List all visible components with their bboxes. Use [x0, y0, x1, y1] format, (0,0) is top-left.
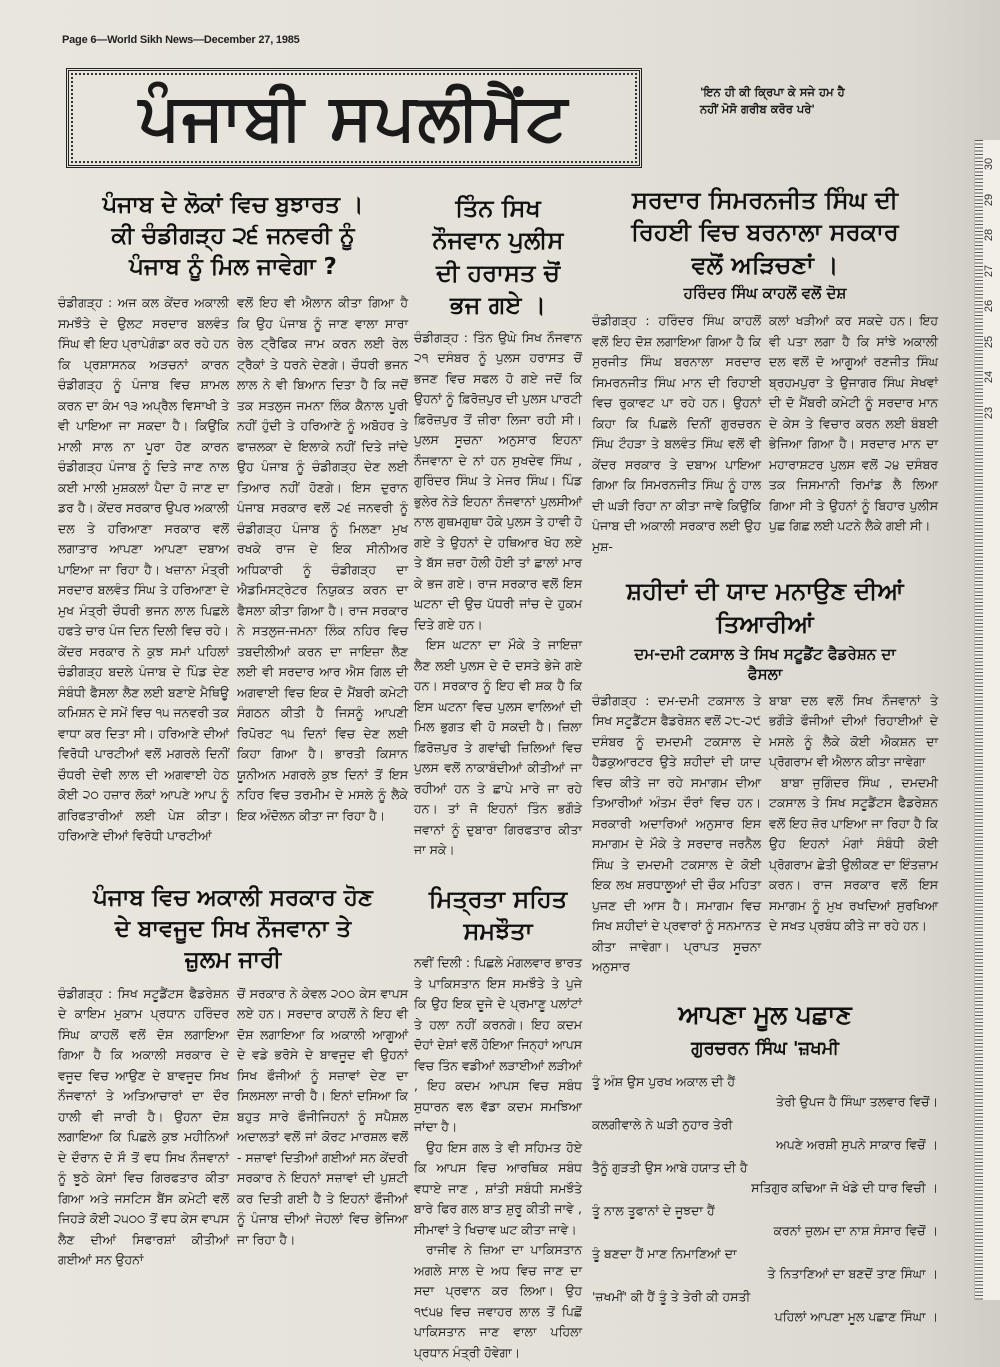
headline-line: ਕੀ ਚੰਡੀਗੜ੍ਹ ੨੬ ਜਨਵਰੀ ਨੂੰ: [111, 223, 355, 250]
quote-line: ਨਹੀਂ ਮੋਸੋ ਗਰੀਬ ਕਰੋਰ ਪਰੇ': [700, 102, 815, 116]
headline-line: ਪੰਜਾਬ ਦੇ ਲੋਕਾਂ ਵਿਚ ਬੁਝਾਰਤ ।: [102, 192, 364, 218]
ruler-label: 24: [983, 370, 996, 384]
headline-chandigarh: [58, 190, 408, 283]
poem-line: ਅਪਣੇ ਅਰਸ਼ੀ ਸੁਪਨੇ ਸਾਕਾਰ ਵਿਚੋਂ ।: [775, 1136, 938, 1152]
subhead-simranjit: [592, 283, 938, 303]
measuring-ruler: [974, 140, 1000, 1300]
paragraph: ਚੰਡੀਗੜ੍ਹ : ਅਜ ਕਲ ਕੇਂਦਰ ਅਕਾਲੀ ਸਮਝੌਤੇ ਦੇ ਉਲਟ ਸਰਦਾਰ ਬਲਵੰਤ ਸਿੰਘ ਵੀ ਇਹ ਪ੍ਰਾਪੇਗੰਡਾ ਕਰ ਰਹੇ ਹਨ ਕਿ ਪ੍ਰਸ਼ਾਸਨਕ ਅੜਚਨਾਂ ਕਾਰਨ ਚੰਡੀਗੜ੍ਹ ਨੂੰ ਪੰਜਾਬ ਵਿਚ ਸ਼ਾਮਲ ਕਰਨ ਦਾ ਕੰਮ ੧੩ ਅਪ੍ਰੈਲ ਵਿਸਾਖੀ ਤੇ ਵੀ ਪਾਇਆ ਜਾ ਸਕਦਾ ਹੈ। ਕਿਉਂਕਿ ਮਾਲੀ ਸਾਲ ਨਾ ਪੂਰਾ ਹੋਣ ਕਾਰਨ ਚੰਡੀਗੜ੍ਹ ਪੰਜਾਬ ਨੂੰ ਦਿਤੇ ਜਾਣ ਨਾਲ ਕਈ ਮਾਲੀ ਮੁਸ਼ਕਲਾਂ ਪੈਦਾ ਹੋ ਜਾਣ ਦਾ ਡਰ ਹੈ। ਕੇਂਦਰ ਸਰਕਾਰ ਉਪਰ ਅਕਾਲੀ ਦਲ ਤੇ ਹਰਿਆਣਾ ਸਰਕਾਰ ਵਲੋਂ ਲਗਾਤਾਰ ਆਪਣਾ ਆਪਣਾ ਦਬਾਅ ਪਾਇਆ ਜਾ ਰਿਹਾ ਹੈ। ਖਜ਼ਾਨਾ ਮੰਤ੍ਰੀ ਸਰਦਾਰ ਬਲਵੰਤ ਸਿੰਘ ਤੇ ਹਰਿਆਣਾ ਦੇ ਮੁਖ ਮੰਤ੍ਰੀ ਚੌਧਰੀ ਭਜਨ ਲਾਲ ਪਿਛਲੇ ਹਫਤੇ ਚਾਰ ਪੰਜ ਦਿਨ ਦਿਲੀ ਵਿਚ ਰਹੇ। ਕੇਂਦਰ ਸਰਕਾਰ ਨੇ ਕੁਝ ਸਮਾਂ ਪਹਿਲਾਂ ਚੰਡੀਗੜ੍ਹ ਬਦਲੇ ਪੰਜਾਬ ਦੇ ਪਿੰਡ ਦੇਣ ਸੰਬੰਧੀ ਫੈਸਲਾ ਲੈਣ ਲਈ ਬਣਾਏ ਮੈਥਿਊ ਕਮਿਸ਼ਨ ਦੇ ਸਮੇਂ ਵਿਚ ੧੫ ਜਨਵਰੀ ਤਕ ਵਾਧਾ ਕਰ ਦਿਤਾ ਸੀ। ਹਰਿਆਣੇ ਦੀਆਂ ਵਿਰੋਧੀ ਪਾਰਟੀਆਂ ਵਲੋਂ ਮਗਰਲੇ ਦਿਨੀਂ ਚੌਧਰੀ ਦੇਵੀ ਲਾਲ ਦੀ ਅਗਵਾਈ ਹੇਠ ਕੋਈ ੨੦ ਹਜ਼ਾਰ ਲੋਕਾਂ ਆਪਣੇ ਆਪ ਨੂੰ ਗਰਿਫਤਾਰੀਆਂ ਲਈ ਪੇਸ਼ ਕੀਤਾ। ਹਰਿਆਣੇ ਦੀਆਂ ਵਿਰੋਧੀ ਪਾਰਟੀਆਂ: [58, 295, 229, 844]
headline-line: ਦੀ ਹਰਾਸਤ ਚੋਂ: [436, 258, 560, 287]
article-body: [58, 293, 408, 847]
article-column: [592, 691, 761, 978]
article-column: [769, 311, 938, 537]
paragraph: ਕਲਾਂ ਖੜੀਆਂ ਕਰ ਸਕਦੇ ਹਨ। ਇਹ ਵੀ ਪਤਾ ਲਗਾ ਹੈ ਕਿ ਸਾਂਝੇ ਅਕਾਲੀ ਦਲ ਵਲੋਂ ਦੋ ਆਗੂਆਂ ਰਣਜੀਤ ਸਿੰਘ ਬ੍ਰਹਮਪੁਰਾ ਤੇ ਉਜਾਗਰ ਸਿੰਘ ਸੇਖਵਾਂ ਦੀ ਦੋ ਮੈਂਬਰੀ ਕਮੇਟੀ ਨੂੰ ਸਰਦਾਰ ਮਾਨ ਦੇ ਕੇਸ ਤੇ ਵਿਚਾਰ ਕਰਨ ਲਈ ਬੰਬਈ ਭੇਜਿਆ ਗਿਆ ਹੈ। ਸਰਦਾਰ ਮਾਨ ਦਾ ਮਹਾਰਾਸ਼ਟਰ ਪੁਲਸ ਵਲੋਂ ੨੪ ਦਸੰਬਰ ਤਕ ਜਿਸਮਾਨੀ ਰਿਮਾਂਡ ਲੈ ਲਿਆ ਗਿਆ ਸੀ ਤੇ ਉਹਨਾਂ ਨੂੰ ਬਿਹਾਰ ਪੁਲੀਸ ਪੁਛ ਗਿਛ ਲਈ ਪਟਨੇ ਲੈਕੇ ਗਈ ਸੀ।: [769, 313, 938, 534]
article-column: [58, 293, 229, 847]
masthead-title: ਪੰਜਾਬੀ ਸਪਲੀਮੈਂਟ: [138, 81, 570, 155]
poem-line: ਤੂੰ ਨਾਲ ਤੂਫਾਨਾਂ ਦੇ ਜੂਝਦਾ ਹੈਂ: [592, 1202, 715, 1218]
article-column: [58, 984, 229, 1271]
paragraph: ਵਲੋਂ ਇਹ ਵੀ ਐਲਾਨ ਕੀਤਾ ਗਿਆ ਹੈ ਕਿ ਉਹ ਪੰਜਾਬ ਨੂੰ ਜਾਣ ਵਾਲਾ ਸਾਰਾ ਰੇਲ ਟ੍ਰੈਫਿਕ ਜਾਮ ਕਰਨ ਲਈ ਰੇਲ ਟ੍ਰੈਕਾਂ ਤੇ ਧਰਨੇ ਦੇਣਗੇ। ਚੌਧਰੀ ਭਜਨ ਲਾਲ ਨੇ ਵੀ ਬਿਆਨ ਦਿਤਾ ਹੈ ਕਿ ਜਦੋਂ ਤਕ ਸਤਲੁਜ ਜਮਨਾ ਲਿੰਕ ਕੈਨਾਲ ਪੂਰੀ ਨਹੀਂ ਹੁੰਦੀ ਤੇ ਹਰਿਆਣੇ ਨੂੰ ਅਬੋਹਰ ਤੇ ਫਾਜ਼ਲਕਾ ਦੇ ਇਲਾਕੇ ਨਹੀਂ ਦਿਤੇ ਜਾਂਦੇ ਉਹ ਪੰਜਾਬ ਨੂੰ ਚੰਡੀਗੜ੍ਹ ਦੇਣ ਲਈ ਤਿਆਰ ਨਹੀਂ ਹੋਣਗੇ। ਇਸ ਦੁਰਾਨ ਪੰਜਾਬ ਸਰਕਾਰ ਵਲੋਂ ੨੬ ਜਨਵਰੀ ਨੂੰ ਚੰਡੀਗੜ੍ਹ ਪੰਜਾਬ ਨੂੰ ਮਿਲਣਾ ਮੁਖ ਰਖਕੇ ਰਾਜ ਦੇ ਇਕ ਸੀਨੀਅਰ ਅਧਿਕਾਰੀ ਨੂੰ ਚੰਡੀਗੜ੍ਹ ਦਾ ਐਡਮਿਸਟ੍ਰੇਟਰ ਨਿਯੁਕਤ ਕਰਨ ਦਾ ਫੈਸਲਾ ਕੀਤਾ ਗਿਆ ਹੈ। ਰਾਜ ਸਰਕਾਰ ਨੇ ਸਤਲੁਜ-ਜਮਨਾ ਲਿੰਕ ਨਹਿਰ ਵਿਚ ਤਬਦੀਲੀਆਂ ਕਰਨ ਦਾ ਜਾਇਜ਼ਾ ਲੈਣ ਲਈ ਵੀ ਸਰਦਾਰ ਆਰ ਐਸ ਗਿਲ ਦੀ ਅਗਵਾਈ ਵਿਚ ਇਕ ਦੋ ਮੈਂਬਰੀ ਕਮੇਟੀ ਸੰਗਠਨ ਕੀਤੀ ਹੈ ਜਿਸਨੂੰ ਆਪਣੀ ਰਿਪੋਰਟ ੧੫ ਦਿਨਾਂ ਵਿਚ ਦੇਣ ਲਈ ਕਿਹਾ ਗਿਆ ਹੈ। ਭਾਰਤੀ ਕਿਸਾਨ ਯੂਨੀਅਨ ਮਗਰਲੇ ਕੁਝ ਦਿਨਾਂ ਤੋਂ ਇਸ ਨਹਿਰ ਵਿਚ ਤਰਮੀਮ ਦੇ ਮਸਲੇ ਨੂੰ ਲੈਕੇ ਇਕ ਅੰਦੋਲਨ ਕੀਤਾ ਜਾ ਰਿਹਾ ਹੈ।: [237, 295, 408, 823]
ruler-label: 28: [983, 228, 996, 242]
ruler-label: 27: [983, 264, 996, 277]
byline: ਹਰਿੰਦਰ ਸਿੰਘ ਕਾਹਲੋਂ ਵਲੋਂ ਦੋਸ਼: [683, 284, 847, 303]
headline-line: ਸ਼ਹੀਦਾਂ ਦੀ ਯਾਦ ਮਨਾਉਣ ਦੀਆਂ: [626, 577, 904, 606]
headline-oppression: [58, 883, 408, 976]
article-body: [592, 311, 938, 557]
headline-line: ਦੇ ਬਾਵਜੂਦ ਸਿਖ ਨੌਜਵਾਨਾ ਤੇ: [114, 915, 352, 942]
article-column: [769, 691, 938, 937]
article-body: [592, 691, 938, 978]
subhead-line: ਦਮ-ਦਮੀ ਟਕਸਾਲ ਤੇ ਸਿਖ ਸਟੂਡੈਂਟ ਫੈਡਰੇਸ਼ਨ ਦਾ: [634, 645, 896, 664]
poem-line: ਤੂੰ ਅੰਸ਼ ਉਸ ਪੁਰਖ ਅਕਾਲ ਦੀ ਹੈਂ: [592, 1073, 736, 1089]
paragraph: ਇਸ ਘਟਨਾ ਦਾ ਮੌਕੇ ਤੇ ਜਾਇਜ਼ਾ ਲੈਣ ਲਈ ਪੁਲਸ ਦੇ ਦੋ ਦਸਤੇ ਭੇਜੇ ਗਏ ਹਨ। ਸਰਕਾਰ ਨੂੰ ਇਹ ਵੀ ਸ਼ਕ ਹੈ ਕਿ ਇਸ ਘਟਨਾ ਵਿਚ ਪੁਲਸ ਵਾਲਿਆਂ ਦੀ ਮਿਲ ਭੁਗਤ ਵੀ ਹੋ ਸਕਦੀ ਹੈ। ਜ਼ਿਲਾ ਫ਼ਿਰੋਜ਼ਪੁਰ ਤੇ ਗਵਾਂਢੀ ਜ਼ਿਲਿਆਂ ਵਿਚ ਪੁਲਸ ਵਲੋਂ ਨਾਕਾਬੰਦੀਆਂ ਕੀਤੀਆਂ ਜਾ ਰਹੀਆਂ ਹਨ ਤੇ ਛਾਪੇ ਮਾਰੇ ਜਾ ਰਹੇ ਹਨ। ਤਾਂ ਜੋ ਇਹਨਾਂ ਤਿੰਨ ਭਗੌੜੇ ਜਵਾਨਾਂ ਨੂੰ ਦੁਬਾਰਾ ਗਿਰਫਤਾਰ ਕੀਤਾ ਜਾ ਸਕੇ।: [414, 637, 582, 858]
headline-line: ਜ਼ੁਲਮ ਜਾਰੀ: [184, 946, 282, 973]
headline-accord: [414, 883, 582, 948]
poem-lines: [592, 1072, 938, 1327]
middle-stack: [414, 192, 582, 1363]
article-column: [414, 328, 582, 861]
article-column: [592, 311, 761, 557]
subhead-line: ਫੈਸਲਾ: [747, 665, 783, 684]
poem-couplet: [592, 1244, 938, 1284]
paragraph: ਚੰਡੀਗੜ੍ਹ : ਤਿੰਨ ਉਘੇ ਸਿਖ ਨੌਜਵਾਨ ੨੧ ਦਸੰਬਰ ਨੂੰ ਪੁਲਸ ਹਰਾਸਤ ਚੋਂ ਭਜਣ ਵਿਚ ਸਫਲ ਹੋ ਗਏ ਜਦੋਂ ਕਿ ਉਹਨਾਂ ਨੂੰ ਫ਼ਿਰੋਜ਼ਪੁਰ ਦੀ ਪੁਲਸ ਪਾਰਟੀ ਫ਼ਿਰੋਜ਼ਪੁਰ ਤੋਂ ਜ਼ੀਰਾ ਲਿਜਾ ਰਹੀ ਸੀ। ਪੁਲਸ ਸੂਚਨਾ ਅਨੁਸਾਰ ਇਹਨਾ ਨੌਜਵਾਨਾ ਦੇ ਨਾਂ ਹਨ ਸੁਖਦੇਵ ਸਿੰਘ , ਗੁਰਿੰਦਰ ਸਿੰਘ ਤੇ ਮੇਜਰ ਸਿੰਘ। ਪਿੰਡ ਭੁਲੇਰ ਨੇੜੇ ਇਹਨਾ ਨੌਜਵਾਨਾਂ ਪੁਲਸੀਆਂ ਨਾਲ ਗੁਥਮਗੁਥਾ ਹੋਕੇ ਪੁਲਸ ਤੇ ਹਾਵੀ ਹੋ ਗਏ ਤੇ ਉਹਨਾਂ ਦੇ ਹਥਿਆਰ ਖੋਹ ਲਏ ਤੇ ਬੱਸ ਜ਼ਰਾ ਹੋਲੀ ਹੋਈ ਤਾਂ ਛਾਲਾਂ ਮਾਰ ਕੇ ਭਜ ਗਏ। ਰਾਜ ਸਰਕਾਰ ਵਲੋਂ ਇਸ ਘਟਨਾ ਦੀ ਉਚ ਪੱਧਰੀ ਜਾਂਚ ਦੇ ਹੁਕਮ ਦਿਤੇ ਗਏ ਹਨ।: [414, 329, 582, 632]
poem-couplet: [592, 1158, 938, 1198]
article-body: [58, 984, 408, 1271]
poem-line: ਤੈਨੂੰ ਗੁੜਤੀ ਉਸ ਆਬੇ ਹਯਾਤ ਦੀ ਹੈ: [592, 1159, 748, 1175]
paragraph: ਚੰਡੀਗੜ੍ਹ : ਸਿਖ ਸਟੂਡੈਂਟਸ ਫੈਡਰੇਸ਼ਨ ਦੇ ਕਾਇਮ ਮੁਕਾਮ ਪ੍ਰਧਾਨ ਹਰਿੰਦਰ ਸਿੰਘ ਕਾਹਲੋਂ ਵਲੋਂ ਦੋਸ਼ ਲਗਾਇਆ ਗਿਆ ਹੈ ਕਿ ਅਕਾਲੀ ਸਰਕਾਰ ਦੇ ਵਜੂਦ ਵਿਚ ਆਉਣ ਦੇ ਬਾਵਜੂਦ ਸਿਖ ਨੌਜਵਾਨਾਂ ਤੇ ਅਤਿਆਚਾਰਾਂ ਦਾ ਦੌਰ ਹਾਲੀ ਵੀ ਜਾਰੀ ਹੈ। ਉਹਨਾ ਦੋਸ਼ ਲਗਾਇਆ ਕਿ ਪਿਛਲੇ ਕੁਝ ਮਹੀਨਿਆਂ ਦੇ ਦੌਰਾਨ ਦੋ ਸੌ ਤੋਂ ਵਧ ਸਿਖ ਨੌਜਵਾਨਾਂ ਨੂੰ ਝੂਠੇ ਕੇਸਾਂ ਵਿਚ ਗਿਰਫਤਾਰ ਕੀਤਾ ਗਿਆ ਅਤੇ ਜਸਟਿਸ ਬੈਂਸ ਕਮੇਟੀ ਵਲੋਂ ਜਿਹੜੇ ਕੋਈ ੨੫੦੦ ਤੋਂ ਵਧ ਕੇਸ ਵਾਪਸ ਲੈਣ ਦੀਆਂ ਸਿਫਾਰਸ਼ਾਂ ਕੀਤੀਆਂ ਗਈਆਂ ਸਨ ਉਹਨਾਂ: [58, 985, 229, 1268]
poem-line: ਤੇ ਨਿਤਾਣਿਆਂ ਦਾ ਬਣਦੋਂ ਤਾਣ ਸਿੰਘਾ ।: [767, 1265, 938, 1281]
paragraph: ਰਾਜੀਵ ਨੇ ਜ਼ਿਆ ਦਾ ਪਾਕਿਸਤਾਨ ਅਗਲੇ ਸਾਲ ਦੇ ਅਧ ਵਿਚ ਜਾਣ ਦਾ ਸਦਾ ਪ੍ਰਵਾਨ ਕਰ ਲਿਆ। ਉਹ ੧੯੫੪ ਵਿਚ ਜਵਾਹਰ ਲਾਲ ਤੋਂ ਪਿਛੋਂ ਪਾਕਿਸਤਾਨ ਜਾਣ ਵਾਲਾ ਪਹਿਲਾ ਪ੍ਰਧਾਨ ਮੰਤ੍ਰੀ ਹੋਵੇਗਾ।: [414, 1242, 582, 1360]
headline-line: ਪੰਜਾਬ ਨੂੰ ਮਿਲ ਜਾਵੇਗਾ ?: [129, 254, 337, 281]
poem-author: ਗੁਰਚਰਨ ਸਿੰਘ 'ਜ਼ਖਮੀ: [691, 1037, 839, 1059]
headline-line: ਪੰਜਾਬ ਵਿਚ ਅਕਾਲੀ ਸਰਕਾਰ ਹੋਣ: [93, 884, 373, 911]
ruler-label: 30: [983, 157, 996, 171]
ruler-label: 29: [983, 193, 996, 206]
paragraph: ਬਾਬਾ ਦਲ ਵਲੋਂ ਸਿਖ ਨੌਜਵਾਨਾਂ ਤੇ ਭਗੌੜੇ ਫੌਜੀਆਂ ਦੀਆਂ ਰਿਹਾਈਆਂ ਦੇ ਮਸਲੇ ਨੂੰ ਲੈਕੇ ਕੋਈ ਐਕਸ਼ਨ ਦਾ ਪ੍ਰੋਗਰਾਮ ਵੀ ਐਲਾਨ ਕੀਤਾ ਜਾਵੇਗਾ: [769, 692, 938, 770]
paragraph: ਚੰਡੀਗੜ੍ਹ : ਹਰਿੰਦਰ ਸਿੰਘ ਕਾਹਲੋਂ ਵਲੋਂ ਇਹ ਦੋਸ਼ ਲਗਾਇਆ ਗਿਆ ਹੈ ਕਿ ਸੁਰਜੀਤ ਸਿੰਘ ਬਰਨਾਲਾ ਸਰਦਾਰ ਸਿਮਰਨਜੀਤ ਸਿੰਘ ਮਾਨ ਦੀ ਰਿਹਾਈ ਵਿਚ ਰੁਕਾਵਟ ਪਾ ਰਹੇ ਹਨ। ਉਹਨਾਂ ਕਿਹਾ ਕਿ ਪਿਛਲੇ ਦਿਨੀਂ ਗੁਰਚਰਨ ਸਿੰਘ ਟੌਹੜਾ ਤੇ ਬਲਵੰਤ ਸਿੰਘ ਵਲੋਂ ਵੀ ਕੇਂਦਰ ਸਰਕਾਰ ਤੇ ਦਬਾਅ ਪਾਇਆ ਗਿਆ ਕਿ ਸਿਮਰਨਜੀਤ ਸਿੰਘ ਨੂੰ ਹਾਲ ਦੀ ਘੜੀ ਰਿਹਾ ਨਾ ਕੀਤਾ ਜਾਵੇ ਕਿਉਂਕਿ ਪੰਜਾਬ ਦੀ ਅਕਾਲੀ ਸਰਕਾਰ ਲਈ ਉਹ ਮੁਸ਼-: [592, 313, 761, 554]
quote-line: 'ਇਨ ਹੀ ਕੀ ਕ੍ਰਿਪਾ ਕੇ ਸਜੇ ਹਮ ਹੈ: [700, 85, 845, 99]
headline-line: ਨੌਜਵਾਨ ਪੁਲੀਸ: [432, 226, 564, 255]
poem-line: ਪਹਿਲਾਂ ਆਪਣਾ ਮੂਲ ਪਛਾਣ ਸਿੰਘਾ ।: [774, 1308, 938, 1324]
poem-title: ਆਪਣਾ ਮੂਲ ਪਛਾਣ: [678, 999, 852, 1029]
article-column: [237, 984, 408, 1251]
headline-line: ਸਮਝੌਤਾ: [463, 916, 533, 945]
poem-line: ਤੂੰ ਬਣਦਾ ਹੈਂ ਮਾਣ ਨਿਮਾਣਿਆਂ ਦਾ: [592, 1245, 737, 1261]
paragraph: ਬਾਬਾ ਜੁਗਿੰਦਰ ਸਿੰਘ , ਦਮਦਮੀ ਟਕਸਾਲ ਤੇ ਸਿਖ ਸਟੂਡੈਂਟਸ ਫੈਡਰੇਸ਼ਨ ਵਲੋਂ ਇਹ ਜ਼ੋਰ ਪਾਇਆ ਜਾ ਰਿਹਾ ਹੈ ਕਿ ਉਹ ਇਹਨਾਂ ਮੰਗਾਂ ਸੰਬੰਧੀ ਕੋਈ ਪ੍ਰੋਗਰਾਮ ਛੇਤੀ ਉਲੀਕਣ ਦਾ ਇੰਤਜ਼ਾਮ ਕਰਨ। ਰਾਜ ਸਰਕਾਰ ਵਲੋਂ ਇਸ ਸਮਾਗਮ ਨੂੰ ਮੁਖ ਰਖਦਿਆਂ ਸੁਰਖਿਆ ਦੇ ਸਖਤ ਪ੍ਰਬੰਧ ਕੀਤੇ ਜਾ ਰਹੇ ਹਨ।: [769, 774, 938, 934]
paragraph: ਉਹ ਇਸ ਗਲ ਤੇ ਵੀ ਸਹਿਮਤ ਹੋਏ ਕਿ ਆਪਸ ਵਿਚ ਆਰਥਿਕ ਸਬੰਧ ਵਧਾਏ ਜਾਣ , ਸ਼ਾਂਤੀ ਸਬੰਧੀ ਸਮਝੌਤੇ ਬਾਰੇ ਫਿਰ ਗਲ ਬਾਤ ਸ਼ੁਰੂ ਕੀਤੀ ਜਾਵੇ , ਸੀਮਾਵਾਂ ਤੇ ਖਿਚਾਵ ਘਟ ਕੀਤਾ ਜਾਵੇ।: [414, 1139, 582, 1237]
headline-line: ਭਜ ਗਏ ।: [450, 291, 546, 320]
ruler-label: 23: [983, 406, 996, 419]
ruler-label: 26: [983, 299, 996, 313]
masthead-quote: [700, 84, 900, 118]
headline-line: ਤਿਆਰੀਆਂ: [716, 609, 814, 638]
headline-martyrs: [592, 575, 938, 640]
right-stack: [592, 184, 938, 1330]
paragraph: ਚੋਂ ਸਰਕਾਰ ਨੇ ਕੇਵਲ ੨੦੦ ਕੇਸ ਵਾਪਸ ਲਏ ਹਨ। ਸਰਦਾਰ ਕਾਹਲੋਂ ਨੇ ਇਹ ਵੀ ਦੋਸ਼ ਲਗਾਇਆ ਕਿ ਅਕਾਲੀ ਆਗੂਆਂ ਦੇ ਵਡੇ ਭਰੋਸੇ ਦੇ ਬਾਵਜੂਦ ਵੀ ਉਹਨਾਂ ਸਿਖ ਫੌਜੀਆਂ ਨੂੰ ਸਜ਼ਾਵਾਂ ਦੇਣ ਦਾ ਸਿਲਸਲਾ ਜਾਰੀ ਹੈ। ਇਨਾਂ ਦਸਿਆ ਕਿ ਬਹੁਤ ਸਾਰੇ ਫੌਜੀਜਿਹਨਾਂ ਨੂੰ ਸਪੈਸ਼ਲ ਅਦਾਲਤਾਂ ਵਲੋਂ ਜਾਂ ਕੋਰਟ ਮਾਰਸ਼ਲ ਵਲੋਂ - ਸਜ਼ਾਵਾਂ ਦਿਤੀਆਂ ਗਈਆਂ ਸਨ ਕੇਂਦਰੀ ਸਰਕਾਰ ਨੇ ਇਹਨਾਂ ਸਜ਼ਾਵਾਂ ਦੀ ਪੁਸ਼ਟੀ ਕਰ ਦਿਤੀ ਗਈ ਹੈ ਤੇ ਇਹਨਾਂ ਫੌਜੀਆਂ ਨੂੰ ਪੰਜਾਬ ਦੀਆਂ ਜੇਹਲਾਂ ਵਿਚ ਭੇਜਿਆ ਜਾ ਰਿਹਾ ਹੈ।: [237, 985, 408, 1247]
paragraph: ਨਵੀਂ ਦਿਲੀ : ਪਿਛਲੇ ਮੰਗਲਵਾਰ ਭਾਰਤ ਤੇ ਪਾਕਿਸਤਾਨ ਇਸ ਸਮਝੌਤੇ ਤੇ ਪੁਜੇ ਕਿ ਉਹ ਇਕ ਦੂਜੇ ਦੇ ਪ੍ਰਮਾਣੂ ਪਲਾਂਟਾਂ ਤੇ ਹਲਾ ਨਹੀਂ ਕਰਨਗੇ। ਇਹ ਕਦਮ ਦੋਹਾਂ ਦੇਸ਼ਾਂ ਵਲੋਂ ਹੋਇਆ ਜਿਨ੍ਹਾਂ ਆਪਸ ਵਿਚ ਤਿੰਨ ਵਡੀਆਂ ਲੜਾਈਆਂ ਲੜੀਆਂ , ਇਹ ਕਦਮ ਆਪਸ ਵਿਚ ਸਬੰਧ ਸੁਧਾਰਨ ਵਲ ਵੱਡਾ ਕਦਮ ਸਮਝਿਆ ਜਾਂਦਾ ਹੈ।: [414, 955, 582, 1135]
ruler-label: 25: [983, 335, 996, 348]
headline-line: ਸਰਦਾਰ ਸਿਮਰਨਜੀਤ ਸਿੰਘ ਦੀ: [632, 186, 898, 214]
poem-couplet: [592, 1115, 938, 1155]
headline-line: ਰਿਹਈ ਵਿਚ ਬਰਨਾਲਾ ਸਰਕਾਰ: [631, 218, 899, 247]
headline-line: ਤਿੰਨ ਸਿਖ: [455, 194, 541, 222]
paragraph: ਚੰਡੀਗੜ੍ਹ : ਦਮ-ਦਮੀ ਟਕਸਾਲ ਤੇ ਸਿਖ ਸਟੂਡੈਂਟਸ ਫੈਡਰੇਸ਼ਨ ਵਲੋਂ ੨੮-੨੯ ਦਸੰਬਰ ਨੂੰ ਦਮਦਮੀ ਟਕਸਾਲ ਦੇ ਹੈਡਕੁਆਰਟਰ ਉਤੇ ਸ਼ਹੀਦਾਂ ਦੀ ਯਾਦ ਵਿਚ ਕੀਤੇ ਜਾ ਰਹੇ ਸਮਾਗਮ ਦੀਆ ਤਿਆਰੀਆਂ ਅੰਤਮ ਦੌਰਾਂ ਵਿਚ ਹਨ। ਸਰਕਾਰੀ ਅਦਾਰਿਆਂ ਅਨੁਸਾਰ ਇਸ ਸਮਾਗਮ ਦੇ ਮੌਕੇ ਤੇ ਸਰਦਾਰ ਜਰਨੈਲ ਸਿੰਘ ਤੇ ਦਮਦਮੀ ਟਕਸਾਲ ਦੇ ਕੋਈ ਇਕ ਲਖ ਸ਼ਰਧਾਲੂਆਂ ਦੀ ਚੌਕ ਮਹਿਤਾ ਪੁਜਣ ਦੀ ਆਸ ਹੈ। ਸਮਾਗਮ ਵਿਚ ਸਿਖ ਸ਼ਹੀਦਾਂ ਦੇ ਪ੍ਰਵਾਰਾਂ ਨੂੰ ਸਨਮਾਨਤ ਕੀਤਾ ਜਾਵੇਗਾ। ਪ੍ਰਾਪਤ ਸੂਚਨਾ ਅਨੁਸਾਰ: [592, 692, 761, 975]
masthead: [66, 68, 642, 168]
headline-line: ਮਿਤ੍ਰਤਾ ਸਹਿਤ: [428, 884, 568, 913]
poem-line: 'ਜ਼ਖਮੀਂ' ਕੀ ਹੈਂ ਤੂੰ ਤੇ ਤੇਰੀ ਕੀ ਹਸਤੀ: [592, 1288, 751, 1304]
poem-couplet: [592, 1072, 938, 1112]
poem-couplet: [592, 1201, 938, 1241]
subhead-martyrs: [592, 644, 938, 685]
headline-line: ਵਲੋਂ ਅੜਿਚਣਾਂ ।: [691, 250, 839, 279]
article-column: [237, 293, 408, 826]
poem-line: ਕਲਗੀਵਾਲੇ ਨੇ ਘੜੀ ਨੁਹਾਰ ਤੇਰੀ: [592, 1116, 733, 1132]
left-stack: [58, 190, 408, 1271]
headline-escape: [414, 192, 582, 322]
article-column: [414, 953, 582, 1363]
poem-line: ਤੇਰੀ ਉਪਜ ਹੈ ਸਿੰਘਾ ਤਲਵਾਰ ਵਿਚੋਂ।: [776, 1093, 938, 1109]
page-folio: Page 6—World Sikh News—December 27, 1985: [62, 34, 300, 46]
poem-couplet: [592, 1287, 938, 1327]
poem-line: ਕਰਨਾਂ ਜ਼ੁਲਮ ਦਾ ਨਾਸ਼ ਸੰਸਾਰ ਵਿਚੋਂ ।: [773, 1222, 938, 1238]
poem-line: ਸਤਿਗੁਰ ਕਢਿਆ ਜੋ ਖੰਡੇ ਦੀ ਧਾਰ ਵਿਚੀ ।: [751, 1179, 938, 1195]
headline-simranjit: [592, 184, 938, 281]
poem: [592, 996, 938, 1330]
